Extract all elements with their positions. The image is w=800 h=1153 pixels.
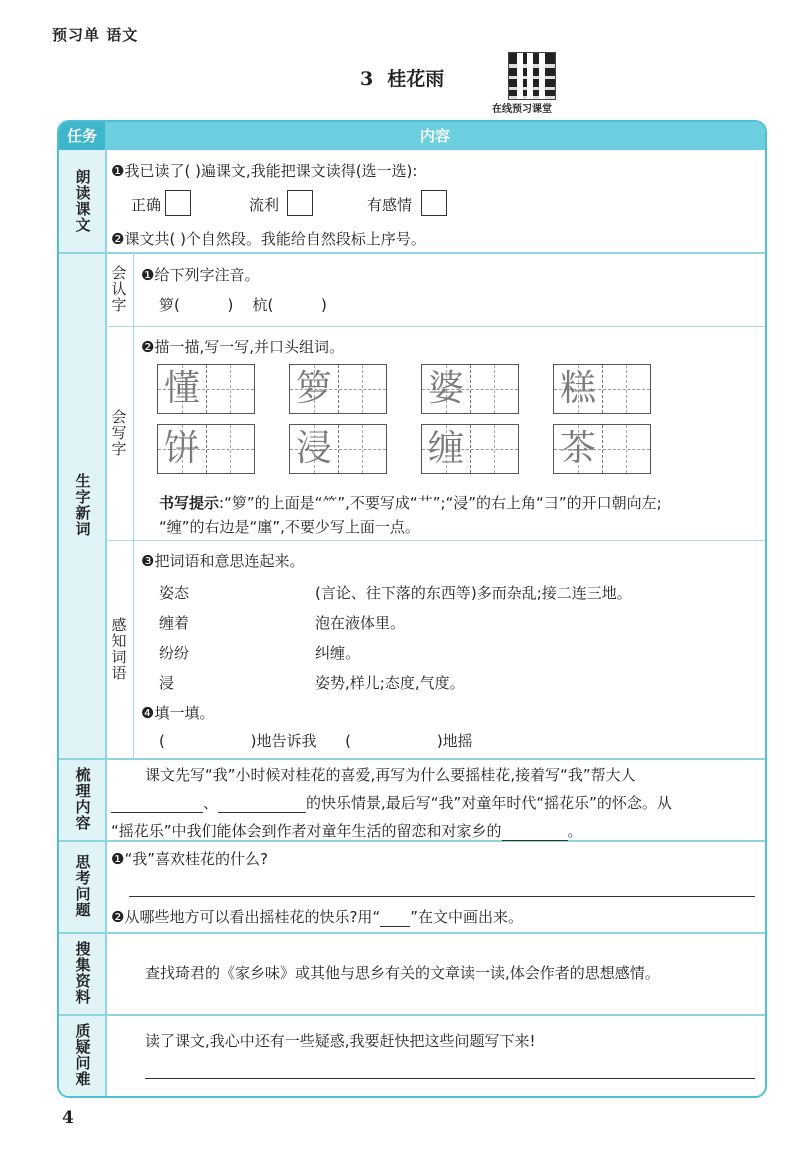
page-header: 预习单 语文	[52, 26, 139, 44]
option-fluent-label: 流利	[249, 196, 280, 214]
doubt-text: 读了课文,我心中还有一些疑惑,我要赶快把这些问题写下来!	[145, 1032, 536, 1050]
trace-character: 茶	[559, 428, 596, 469]
read-line-1: ❶我已读了( )遍课文,我能把课文读得(选一选):	[111, 162, 418, 180]
trace-character: 懂	[163, 368, 200, 409]
section-label-read: 朗读课文	[73, 169, 92, 233]
option-emotion-checkbox[interactable]	[421, 190, 447, 216]
header-task: 任务	[59, 122, 105, 150]
match-word-4: 浸	[159, 674, 175, 692]
writing-tip-label: 书写提示	[159, 494, 220, 512]
writing-grid-cell[interactable]	[289, 364, 387, 414]
page-number: 4	[62, 1108, 74, 1128]
trace-character: 婆	[427, 368, 464, 409]
match-meaning-3: 纠缠。	[315, 644, 361, 662]
trace-character: 饼	[163, 428, 200, 469]
writing-grid-cell[interactable]	[421, 424, 519, 474]
match-meaning-2: 泡在液体里。	[315, 614, 406, 632]
section-label-sort: 梳理内容	[73, 767, 92, 831]
summary-line-3	[111, 820, 583, 841]
match-meaning-1: (言论、往下落的东西等)多而杂乱;接二连三地。	[315, 584, 632, 602]
writing-grid-cell[interactable]	[553, 364, 651, 414]
option-correct-checkbox[interactable]	[165, 190, 191, 216]
sublabel-perceive: 感知词语	[109, 617, 128, 681]
match-word-3: 纷纷	[159, 644, 190, 662]
option-emotion-label: 有感情	[367, 196, 413, 214]
trace-character: 浸	[295, 428, 332, 469]
section-label-collect: 搜集资料	[73, 941, 92, 1005]
option-correct-label: 正确	[131, 196, 162, 214]
match-word-1: 姿态	[159, 584, 190, 602]
match-meaning-4: 姿势,样儿;态度,气度。	[315, 674, 465, 692]
match-question: ❸把词语和意思连起来。	[141, 552, 305, 570]
writing-grid-cell[interactable]	[157, 424, 255, 474]
think-question-2-text: ❷从哪些地方可以看出摇桂花的快乐?用“	[111, 908, 381, 926]
collect-text: 查找琦君的《家乡味》或其他与思乡有关的文章读一读,体会作者的思想感情。	[145, 964, 660, 982]
writing-grid-cell[interactable]	[553, 424, 651, 474]
summary-line-3-end: 。	[567, 822, 583, 840]
section-label-think: 思考问题	[73, 854, 92, 918]
trace-character: 糕	[559, 368, 596, 409]
option-fluent-checkbox[interactable]	[287, 190, 313, 216]
think-question-1: ❶“我”喜欢桂花的什么?	[111, 850, 268, 868]
trace-character: 箩	[295, 368, 332, 409]
trace-character: 缠	[427, 428, 464, 469]
fill-question: ❹填一填。	[141, 704, 215, 722]
summary-line-2	[111, 792, 672, 813]
think-answer-line[interactable]	[129, 896, 755, 897]
qr-label: 在线预习课堂	[492, 104, 552, 115]
summary-blank-2[interactable]	[218, 794, 306, 813]
recognize-items: 箩( ) 杭( )	[159, 296, 327, 314]
writing-grid-cell[interactable]	[421, 364, 519, 414]
lesson-title	[360, 64, 444, 91]
header-content: 内容	[419, 127, 450, 145]
summary-line-2-end: 的快乐情景,最后写“我”对童年时代“摇花乐”的怀念。从	[306, 794, 672, 812]
summary-separator: 、	[203, 794, 219, 812]
sublabel-write: 会写字	[109, 409, 128, 457]
writing-grid-cell[interactable]	[289, 424, 387, 474]
summary-line-1: 课文先写“我”小时候对桂花的喜爱,再写为什么要摇桂花,接着写“我”帮大人	[145, 766, 636, 784]
read-line-2: ❷课文共( )个自然段。我能给自然段标上序号。	[111, 230, 426, 248]
summary-blank-1[interactable]	[111, 794, 203, 813]
think-question-2-end: ”在文中画出来。	[410, 908, 523, 926]
section-label-words: 生字新词	[73, 473, 92, 537]
worksheet-table	[57, 120, 767, 1098]
summary-line-3-text: “摇花乐”中我们能体会到作者对童年生活的留恋和对家乡的	[111, 822, 502, 840]
think-underline-sample	[380, 908, 410, 927]
lesson-name: 桂花雨	[387, 68, 445, 90]
fill-items: ( )地告诉我 ( )地摇	[159, 732, 473, 750]
writing-tip-line-2: “缠”的右边是“廛”,不要少写上面一点。	[159, 518, 420, 536]
think-question-2	[111, 906, 523, 927]
writing-grid-cell[interactable]	[157, 364, 255, 414]
qr-code[interactable]	[508, 52, 556, 100]
match-word-2: 缠着	[159, 614, 190, 632]
recognize-question: ❶给下列字注音。	[141, 266, 260, 284]
doubt-answer-line[interactable]	[145, 1078, 755, 1079]
writing-tip-line-1	[159, 492, 662, 513]
writing-tip-text-1: :“箩”的上面是“⺮”,不要写成“艹”;“浸”的右上角“⺕”的开口朝向左;	[219, 494, 662, 512]
write-question: ❷描一描,写一写,并口头组词。	[141, 338, 344, 356]
sublabel-recognize: 会认字	[109, 265, 128, 313]
section-label-doubt: 质疑问难	[73, 1023, 92, 1087]
summary-blank-3[interactable]	[502, 822, 568, 841]
lesson-number: 3	[360, 68, 374, 90]
